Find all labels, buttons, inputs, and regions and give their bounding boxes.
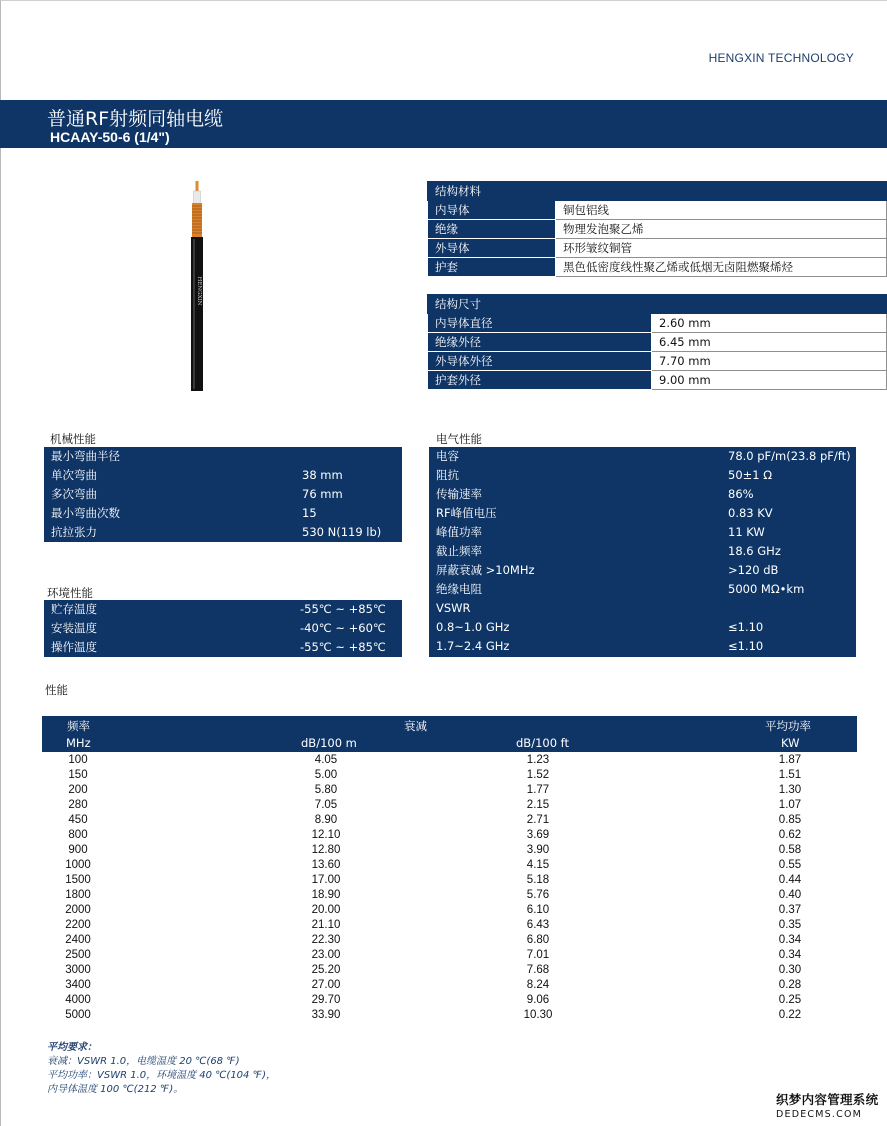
spec-row [429,504,856,523]
dimensions-table [427,294,887,390]
cell-db-per-100ft: 3.90 [526,844,550,856]
cell-db-per-100m: 17.00 [311,874,341,886]
table-row [428,333,887,352]
spec-label: 传输速率 [436,487,482,501]
product-model: HCAAY-50-6 (1/4") [50,129,170,145]
construction-label: 绝缘 [428,220,556,239]
cell-avg-power: 0.22 [778,1009,802,1021]
watermark [776,1090,880,1120]
cell-db-per-100m: 4.05 [314,754,338,766]
column-unit-db-ft: dB/100 ft [516,736,570,750]
spec-value: ≤1.10 [728,620,764,634]
spec-row [44,485,402,504]
cell-avg-power: 0.37 [778,904,802,916]
cell-avg-power: 0.44 [778,874,802,886]
table-row [428,258,887,277]
spec-label: 阻抗 [436,468,459,482]
notes-title: 平均要求： [47,1042,97,1053]
cell-frequency: 3400 [65,979,91,991]
product-title: 普通RF射频同轴电缆 [47,108,224,130]
cell-db-per-100ft: 1.23 [526,754,550,766]
column-header-frequency: 频率 [67,719,90,733]
cell-frequency: 3000 [65,964,91,976]
cell-frequency: 200 [68,784,88,796]
column-unit-kw: KW [781,736,800,750]
spec-value: 86% [728,487,754,501]
cell-db-per-100m: 23.00 [311,949,341,961]
construction-value: 物理发泡聚乙烯 [556,220,887,239]
table-row [42,933,857,948]
spec-label: 贮存温度 [51,602,97,616]
table-row [428,239,887,258]
spec-label: RF峰值电压 [436,506,497,520]
cell-db-per-100m: 21.10 [311,919,341,931]
note-line: 衰减：VSWR 1.0，电缆温度 20 ℃(68 ℉) [47,1056,240,1067]
construction-label: 护套 [428,258,556,277]
spec-value: 78.0 pF/m(23.8 pF/ft) [728,449,851,463]
spec-value: 0.83 KV [728,506,773,520]
spec-row [429,542,856,561]
table-row [42,873,857,888]
spec-value: 18.6 GHz [728,544,781,558]
cell-avg-power: 1.07 [778,799,802,811]
spec-row [429,523,856,542]
cell-db-per-100ft: 2.15 [526,799,550,811]
table-row [42,783,857,798]
spec-row [44,638,402,657]
construction-table [427,181,887,277]
title-banner [0,100,887,148]
cell-avg-power: 0.28 [778,979,802,991]
spec-row [44,504,402,523]
notes-block [47,1041,276,1097]
cell-frequency: 4000 [65,994,91,1006]
cell-db-per-100ft: 7.68 [526,964,550,976]
cell-db-per-100ft: 5.76 [526,889,550,901]
cell-db-per-100ft: 1.52 [526,769,550,781]
spec-row [44,523,402,542]
cell-db-per-100m: 22.30 [311,934,341,946]
cell-db-per-100ft: 6.10 [526,904,550,916]
cell-db-per-100m: 33.90 [311,1009,341,1021]
spec-value: 38 mm [302,468,343,482]
table-row [42,903,857,918]
table-row [42,753,857,768]
construction-value: 环形皱纹铜管 [556,239,887,258]
watermark-title: 织梦内容管理系统 [776,1092,879,1107]
table-row [42,813,857,828]
spec-label: 峰值功率 [436,525,482,539]
spec-row [429,580,856,599]
spec-label: 电容 [436,449,459,463]
dimension-value: 7.70 mm [652,352,887,371]
cell-db-per-100ft: 9.06 [526,994,550,1006]
spec-value: -40℃ ~ +60℃ [300,621,386,635]
dimension-value: 2.60 mm [652,314,887,333]
mechanical-panel [44,447,402,542]
spec-label: 最小弯曲半径 [51,449,120,463]
spec-value: ≤1.10 [728,639,764,653]
cable-image [189,181,205,391]
spec-row [429,637,856,656]
table-row [42,828,857,843]
spec-label: 单次弯曲 [51,468,97,482]
table-row [42,948,857,963]
spec-row [429,561,856,580]
table-row [42,963,857,978]
cell-avg-power: 0.30 [778,964,802,976]
spec-row [44,466,402,485]
spec-value: 530 N(119 lb) [302,525,382,539]
spec-label: 抗拉张力 [51,525,97,539]
spec-value: 15 [302,506,317,520]
cell-frequency: 800 [68,829,88,841]
spec-value: >120 dB [728,563,779,577]
cell-avg-power: 0.85 [778,814,802,826]
cell-db-per-100m: 8.90 [314,814,338,826]
dimension-label: 护套外径 [428,371,652,390]
cell-db-per-100ft: 7.01 [526,949,550,961]
column-header-power: 平均功率 [765,719,811,733]
note-line: 内导体温度 100 ℃(212 ℉)。 [47,1084,184,1095]
spec-label: 屏蔽衰减 >10MHz [436,563,535,577]
dimension-label: 内导体直径 [428,314,652,333]
environmental-panel [44,600,402,657]
construction-label: 内导体 [428,201,556,220]
watermark-url: DEDECMS.COM [776,1109,863,1120]
table-row [428,352,887,371]
performance-title: 性能 [45,683,68,697]
table-row [42,843,857,858]
spec-value: 50±1 Ω [728,468,773,482]
mechanical-title: 机械性能 [50,432,96,446]
spec-label: 1.7~2.4 GHz [436,639,510,653]
cell-db-per-100m: 29.70 [311,994,341,1006]
spec-row [429,485,856,504]
table-row [42,978,857,993]
spec-label: 多次弯曲 [51,487,97,501]
environmental-title: 环境性能 [47,586,93,600]
spec-label: VSWR [436,601,471,615]
cell-frequency: 2000 [65,904,91,916]
spec-label: 截止频率 [436,544,482,558]
spec-label: 绝缘电阻 [436,582,482,596]
cell-avg-power: 0.34 [778,934,802,946]
cell-frequency: 1500 [65,874,91,886]
cell-frequency: 2200 [65,919,91,931]
cell-avg-power: 0.58 [778,844,802,856]
table-row [42,798,857,813]
cell-db-per-100ft: 6.43 [526,919,550,931]
spec-row [429,618,856,637]
cell-frequency: 150 [68,769,88,781]
spec-label: 0.8~1.0 GHz [436,620,510,634]
spec-label: 最小弯曲次数 [51,506,120,520]
table-row [428,201,887,220]
spec-label: 安装温度 [51,621,97,635]
cell-frequency: 280 [68,799,88,811]
cell-db-per-100m: 12.10 [311,829,341,841]
table-row [428,220,887,239]
column-unit-mhz: MHz [66,736,91,750]
cell-avg-power: 0.35 [778,919,802,931]
cell-avg-power: 1.30 [778,784,802,796]
table-row [42,768,857,783]
spec-row [44,619,402,638]
dimension-label: 绝缘外径 [428,333,652,352]
cable-print-text: HENGXIN [196,276,202,306]
construction-value: 铜包铝线 [556,201,887,220]
table-row [42,1008,857,1023]
company-name: HENGXIN TECHNOLOGY [708,51,854,65]
cell-frequency: 5000 [65,1009,91,1021]
table-row [42,993,857,1008]
cell-db-per-100ft: 4.15 [526,859,550,871]
performance-table-header [42,716,857,752]
electrical-panel [429,447,856,657]
cell-frequency: 1800 [65,889,91,901]
cell-db-per-100m: 7.05 [314,799,338,811]
cell-avg-power: 1.87 [778,754,802,766]
cell-db-per-100m: 12.80 [311,844,341,856]
cell-db-per-100ft: 8.24 [526,979,550,991]
cell-db-per-100m: 25.20 [311,964,341,976]
spec-value: -55℃ ~ +85℃ [300,640,386,654]
spec-row [429,447,856,466]
cell-frequency: 1000 [65,859,91,871]
construction-label: 外导体 [428,239,556,258]
note-line: 平均功率：VSWR 1.0，环境温度 40 ℃(104 ℉)， [47,1070,277,1081]
dimensions-title: 结构尺寸 [428,295,887,314]
spec-value: 5000 MΩ•km [728,582,805,596]
cell-frequency: 450 [68,814,88,826]
cell-db-per-100ft: 5.18 [526,874,550,886]
table-row [428,371,887,390]
cell-db-per-100m: 20.00 [311,904,341,916]
spec-value: 76 mm [302,487,343,501]
cell-avg-power: 0.25 [778,994,802,1006]
table-row [42,858,857,873]
column-header-attenuation: 衰减 [404,719,427,733]
cell-frequency: 2500 [65,949,91,961]
cell-db-per-100ft: 10.30 [523,1009,553,1021]
cell-avg-power: 0.55 [778,859,802,871]
table-row [428,314,887,333]
dimension-value: 9.00 mm [652,371,887,390]
dimension-label: 外导体外径 [428,352,652,371]
spec-row [429,599,856,618]
construction-title: 结构材料 [428,182,887,201]
cell-db-per-100ft: 6.80 [526,934,550,946]
cell-frequency: 100 [68,754,88,766]
electrical-title: 电气性能 [436,432,482,446]
column-unit-db-m: dB/100 m [301,736,357,750]
cell-avg-power: 0.34 [778,949,802,961]
cell-db-per-100m: 5.80 [314,784,338,796]
spec-value: -55℃ ~ +85℃ [300,602,386,616]
cell-frequency: 900 [68,844,88,856]
cell-db-per-100ft: 1.77 [526,784,550,796]
cell-frequency: 2400 [65,934,91,946]
cell-db-per-100ft: 2.71 [526,814,550,826]
construction-value: 黑色低密度线性聚乙烯或低烟无卤阻燃聚烯烃 [556,258,887,277]
cell-db-per-100m: 18.90 [311,889,341,901]
cell-db-per-100m: 5.00 [314,769,338,781]
cell-db-per-100m: 27.00 [311,979,341,991]
spec-row [44,600,402,619]
cell-db-per-100m: 13.60 [311,859,341,871]
spec-row [429,466,856,485]
performance-table-body [42,753,857,1023]
cell-db-per-100ft: 3.69 [526,829,550,841]
dimension-value: 6.45 mm [652,333,887,352]
spec-value: 11 KW [728,525,765,539]
cell-avg-power: 0.40 [778,889,802,901]
spec-label: 操作温度 [51,640,97,654]
cell-avg-power: 0.62 [778,829,802,841]
table-row [42,918,857,933]
table-row [42,888,857,903]
spec-row [44,447,402,466]
cell-avg-power: 1.51 [778,769,802,781]
